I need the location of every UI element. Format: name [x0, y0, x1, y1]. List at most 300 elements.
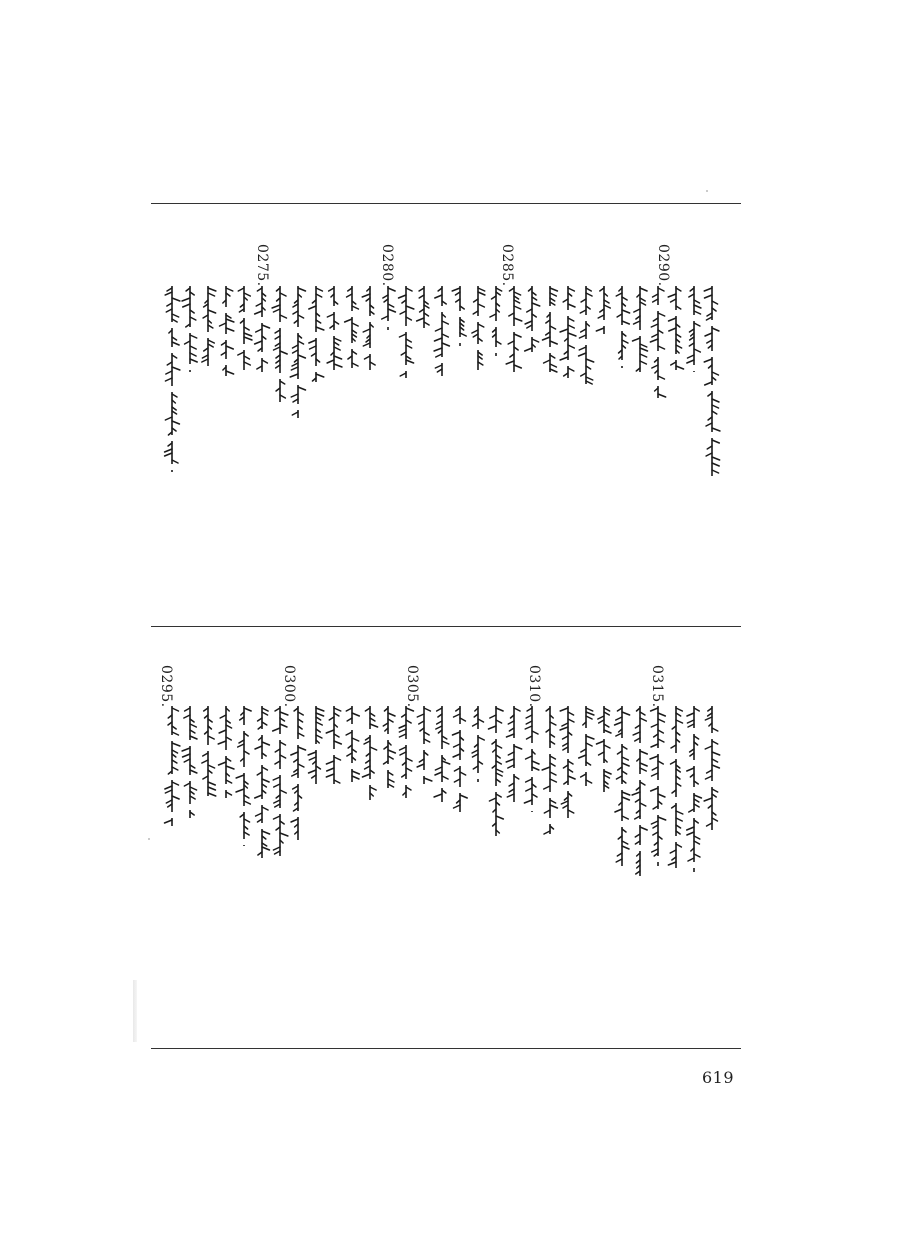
script-glyphs [326, 706, 342, 784]
script-glyph [208, 736, 214, 739]
script-glyph [274, 347, 280, 350]
script-glyph [478, 288, 485, 291]
script-glyphs [596, 706, 612, 792]
word-gap [224, 307, 228, 313]
word-gap [638, 774, 642, 780]
script-glyph [172, 732, 178, 735]
script-glyph [550, 326, 556, 329]
upper-script-column [704, 286, 720, 476]
word-gap [566, 310, 570, 316]
script-glyphs [236, 286, 252, 370]
script-glyph [544, 786, 550, 789]
script-glyph [291, 819, 298, 822]
script-glyph [544, 831, 550, 834]
word-gap [692, 760, 696, 766]
word-gap [242, 839, 246, 845]
script-glyph [550, 756, 555, 759]
script-glyphs [380, 706, 396, 788]
script-glyph [244, 333, 252, 336]
script-glyph [514, 318, 522, 321]
word-gap [656, 305, 660, 311]
script-glyph [316, 294, 322, 297]
lower-script-column [218, 706, 234, 798]
word-gap [224, 750, 228, 756]
script-glyphs [362, 286, 378, 370]
script-glyph [550, 341, 557, 344]
script-glyph [640, 827, 647, 830]
script-glyph [280, 293, 286, 296]
script-glyph [640, 361, 646, 364]
script-glyph [640, 751, 647, 754]
script-glyph [190, 353, 196, 356]
line-marker-0290: 0290. [655, 244, 671, 287]
script-glyph [460, 772, 466, 775]
script-glyph [275, 851, 280, 854]
line-marker-0300: 0300. [281, 665, 297, 708]
word-gap [260, 352, 264, 358]
word-gap [638, 743, 642, 749]
script-glyph [622, 792, 630, 795]
scan-speck [706, 190, 708, 192]
script-glyphs [524, 706, 540, 812]
script-glyph [544, 810, 550, 813]
script-glyph [712, 328, 719, 331]
script-glyph [526, 788, 532, 791]
script-glyph [382, 316, 388, 319]
script-glyph [658, 376, 664, 379]
script-glyph [190, 346, 196, 349]
script-glyph [226, 371, 234, 374]
script-glyphs [272, 706, 288, 856]
script-glyph [183, 304, 190, 307]
script-glyph [658, 394, 666, 397]
script-glyph [704, 288, 712, 291]
script-glyph [262, 712, 268, 715]
script-glyph [651, 324, 658, 327]
script-glyph [208, 765, 215, 768]
word-gap [494, 786, 498, 792]
lower-script-column [542, 706, 558, 834]
word-gap [404, 779, 408, 785]
word-gap [494, 347, 498, 353]
script-glyphs [686, 706, 702, 872]
word-gap [458, 311, 462, 317]
script-glyph [508, 721, 514, 724]
lower-script-column [578, 706, 594, 786]
script-glyphs [704, 706, 720, 830]
script-glyph [298, 341, 304, 344]
script-glyphs [668, 706, 684, 868]
word-gap [548, 792, 552, 798]
word-gap [188, 327, 192, 333]
script-glyph [202, 760, 208, 763]
script-glyph [165, 292, 172, 295]
word-gap [170, 774, 174, 780]
script-glyph [550, 288, 557, 291]
script-glyph [208, 787, 215, 790]
script-glyph [190, 335, 197, 338]
script-glyph [568, 712, 574, 715]
script-glyph [586, 381, 592, 384]
word-gap [332, 749, 336, 755]
word-gap [656, 809, 660, 815]
word-gap [710, 432, 714, 438]
script-glyph [345, 319, 352, 322]
word-gap [674, 797, 678, 803]
script-glyph [526, 756, 532, 759]
script-glyph [298, 747, 306, 750]
script-glyph [544, 360, 550, 363]
script-glyph [712, 470, 719, 473]
script-glyph [172, 782, 178, 785]
script-glyph [525, 321, 532, 324]
script-glyph [568, 810, 574, 813]
script-glyph [309, 306, 316, 309]
script-glyph [172, 750, 178, 753]
script-glyphs [650, 706, 666, 866]
word-gap [224, 334, 228, 340]
script-glyph [436, 354, 442, 357]
script-glyph [525, 348, 532, 351]
word-gap [350, 724, 354, 730]
script-glyph [226, 792, 231, 795]
word-gap [674, 354, 678, 360]
script-glyph [417, 764, 424, 767]
script-glyph [550, 722, 556, 725]
word-gap [638, 330, 642, 336]
upper-script-column [272, 286, 288, 402]
script-glyph [256, 329, 262, 332]
script-glyph [604, 305, 610, 308]
script-glyph [417, 714, 424, 717]
script-glyph [274, 784, 280, 787]
script-glyph [310, 346, 316, 349]
script-glyph [291, 394, 298, 397]
script-glyph [273, 777, 280, 780]
word-gap [242, 725, 246, 731]
upper-script-column [254, 286, 270, 372]
word-gap [188, 775, 192, 781]
script-glyph [579, 755, 586, 758]
script-glyph [586, 712, 594, 715]
script-glyph [406, 768, 412, 771]
script-glyph [651, 788, 658, 791]
script-glyph [238, 744, 244, 747]
script-glyph [434, 794, 442, 797]
script-glyph [658, 817, 666, 820]
line-marker-0280: 0280. [379, 244, 395, 287]
script-glyph [586, 743, 592, 746]
script-glyph [172, 367, 180, 370]
script-glyph [185, 341, 190, 344]
lower-script-column [290, 706, 306, 840]
script-glyph [316, 327, 324, 330]
lower-script-column [488, 706, 504, 836]
script-glyph [172, 298, 180, 301]
script-glyph [435, 295, 442, 298]
script-glyph [640, 302, 646, 305]
script-glyph [327, 360, 334, 363]
word-gap [404, 739, 408, 745]
lower-script-column [344, 706, 360, 782]
script-glyph [291, 752, 298, 755]
script-glyph [298, 355, 305, 358]
script-glyph [165, 790, 172, 793]
script-glyph [399, 729, 406, 732]
script-glyph [255, 746, 262, 749]
word-gap [602, 763, 606, 769]
script-glyph [435, 767, 442, 770]
upper-script-column [524, 286, 540, 352]
lower-script-column [452, 706, 468, 812]
script-glyph [652, 767, 658, 770]
word-gap [476, 344, 480, 350]
script-glyphs [668, 286, 684, 370]
word-gap [512, 326, 516, 332]
script-glyph [694, 836, 700, 839]
script-glyph [256, 303, 262, 306]
script-glyph [290, 374, 298, 377]
lower-script-column [200, 706, 216, 796]
script-glyph [532, 731, 538, 734]
script-glyph [604, 730, 611, 733]
script-glyph [704, 798, 712, 801]
script-glyph [334, 757, 341, 760]
script-glyph [244, 356, 249, 359]
word-gap [710, 320, 714, 326]
script-glyphs [614, 706, 630, 866]
script-glyphs [488, 286, 504, 356]
word-gap [350, 343, 354, 349]
script-glyph [514, 334, 521, 337]
word-gap [440, 357, 444, 363]
script-glyph [400, 373, 406, 376]
script-glyph [370, 787, 376, 790]
word-gap [242, 344, 246, 350]
lower-script-column [470, 706, 486, 782]
script-glyph [280, 742, 285, 745]
word-gap [602, 733, 606, 739]
script-glyph [226, 766, 234, 769]
script-glyph [280, 724, 287, 727]
script-glyph [669, 318, 676, 321]
script-glyph [172, 314, 179, 317]
word-gap [368, 316, 372, 322]
script-glyph [550, 772, 556, 775]
script-glyph [514, 746, 522, 749]
script-glyph [172, 767, 178, 770]
script-glyph [506, 734, 514, 737]
upper-script-column [686, 286, 702, 372]
script-glyph [653, 294, 658, 297]
script-glyph [496, 773, 502, 776]
script-glyph [424, 708, 430, 711]
script-glyph [399, 295, 406, 298]
script-glyph [190, 359, 197, 362]
word-gap [278, 769, 282, 775]
word-gap [332, 306, 336, 312]
script-glyph [327, 768, 334, 771]
script-glyph [435, 328, 442, 331]
word-gap [296, 778, 300, 784]
script-glyph [542, 767, 550, 770]
lower-script-column [560, 706, 576, 818]
script-glyphs [614, 286, 630, 368]
script-glyph [676, 345, 682, 348]
script-glyphs [686, 286, 702, 372]
word-gap [242, 806, 246, 812]
script-glyph [712, 765, 719, 768]
upper-script-column [362, 286, 378, 370]
script-glyph [676, 366, 684, 369]
script-glyph [712, 457, 720, 460]
word-gap [170, 735, 174, 741]
word-gap [512, 768, 516, 774]
script-glyph [694, 323, 700, 326]
script-glyph [454, 714, 460, 717]
word-gap [656, 351, 660, 357]
script-glyphs [578, 706, 594, 786]
upper-script-column [416, 286, 432, 328]
script-glyph [542, 337, 550, 340]
script-glyph [388, 750, 395, 753]
script-glyph [489, 798, 496, 801]
script-glyph [496, 769, 503, 772]
script-glyphs [344, 706, 360, 782]
script-glyph [262, 708, 268, 711]
word-gap [656, 380, 660, 386]
script-glyphs [560, 706, 576, 818]
script-glyph [472, 750, 478, 753]
script-glyph [262, 807, 268, 810]
script-glyph [280, 395, 285, 398]
script-glyph [668, 294, 676, 297]
script-glyph [316, 708, 324, 711]
script-glyph [478, 324, 484, 327]
word-gap [404, 365, 408, 371]
script-glyph [218, 741, 226, 744]
script-glyph [190, 724, 196, 727]
script-glyph [460, 795, 467, 798]
script-glyphs [560, 286, 576, 378]
word-gap [692, 365, 696, 371]
script-glyph [524, 800, 532, 803]
word-gap [566, 785, 570, 791]
script-glyph [496, 745, 502, 748]
script-glyphs [344, 286, 360, 368]
word-gap [602, 320, 606, 326]
script-glyph [705, 776, 712, 779]
upper-script-column [668, 286, 684, 370]
script-glyphs [416, 706, 432, 784]
script-glyph [262, 742, 269, 745]
script-glyph [562, 723, 568, 726]
script-glyph [256, 813, 262, 816]
script-glyph [388, 288, 395, 291]
script-glyphs [650, 286, 666, 398]
script-glyph [273, 728, 280, 731]
script-glyph [308, 752, 316, 755]
script-glyph [586, 780, 592, 783]
script-glyph [712, 728, 718, 731]
script-glyph [184, 759, 190, 762]
script-glyph [434, 338, 442, 341]
script-glyph [668, 862, 676, 865]
script-glyph [236, 775, 244, 778]
script-glyph [496, 720, 502, 723]
script-glyph [712, 759, 718, 762]
word-gap [566, 753, 570, 759]
script-glyph [352, 776, 359, 779]
script-glyph [688, 355, 694, 358]
upper-script-column [560, 286, 576, 378]
script-glyph [298, 764, 304, 767]
script-glyph [694, 305, 701, 308]
script-glyph [704, 295, 712, 298]
script-glyph [165, 453, 172, 456]
script-glyph [293, 345, 298, 348]
word-gap [584, 315, 588, 321]
script-glyph [586, 736, 594, 739]
script-glyph [568, 345, 574, 348]
script-glyph [527, 736, 532, 739]
lower-script-column [182, 706, 198, 818]
script-glyph [316, 722, 322, 725]
script-glyph [255, 341, 262, 344]
script-glyph [712, 789, 718, 792]
word-gap [458, 760, 462, 766]
script-glyph [460, 718, 465, 721]
script-glyph [616, 733, 622, 736]
script-glyph [346, 708, 352, 711]
script-glyph [442, 776, 448, 779]
script-glyph [514, 365, 521, 368]
word-gap [692, 862, 696, 868]
word-gap [620, 784, 624, 790]
script-glyph [586, 377, 593, 380]
script-glyph [388, 304, 394, 307]
script-glyph [658, 739, 664, 742]
script-glyph [226, 288, 233, 291]
word-gap [296, 327, 300, 333]
word-gap [548, 818, 552, 824]
script-glyph [435, 772, 442, 775]
script-glyph [399, 334, 406, 337]
script-glyph [327, 314, 334, 317]
word-gap [260, 317, 264, 323]
script-glyph [676, 720, 683, 723]
word-gap [584, 339, 588, 345]
script-glyph [640, 803, 646, 806]
word-gap [674, 753, 678, 759]
script-glyph [563, 736, 568, 739]
script-glyph [496, 708, 503, 711]
script-glyph [262, 360, 267, 363]
script-glyph [244, 819, 250, 822]
script-glyph [184, 715, 190, 718]
script-glyph [442, 334, 448, 337]
lower-script-column [434, 706, 450, 802]
script-glyph [568, 776, 575, 779]
script-glyph [694, 795, 701, 798]
script-glyph [652, 365, 658, 368]
word-gap [422, 744, 426, 750]
script-glyph [633, 338, 640, 341]
upper-script-column [506, 286, 522, 372]
word-gap [278, 808, 282, 814]
script-glyph [581, 774, 586, 777]
word-gap [170, 386, 174, 392]
